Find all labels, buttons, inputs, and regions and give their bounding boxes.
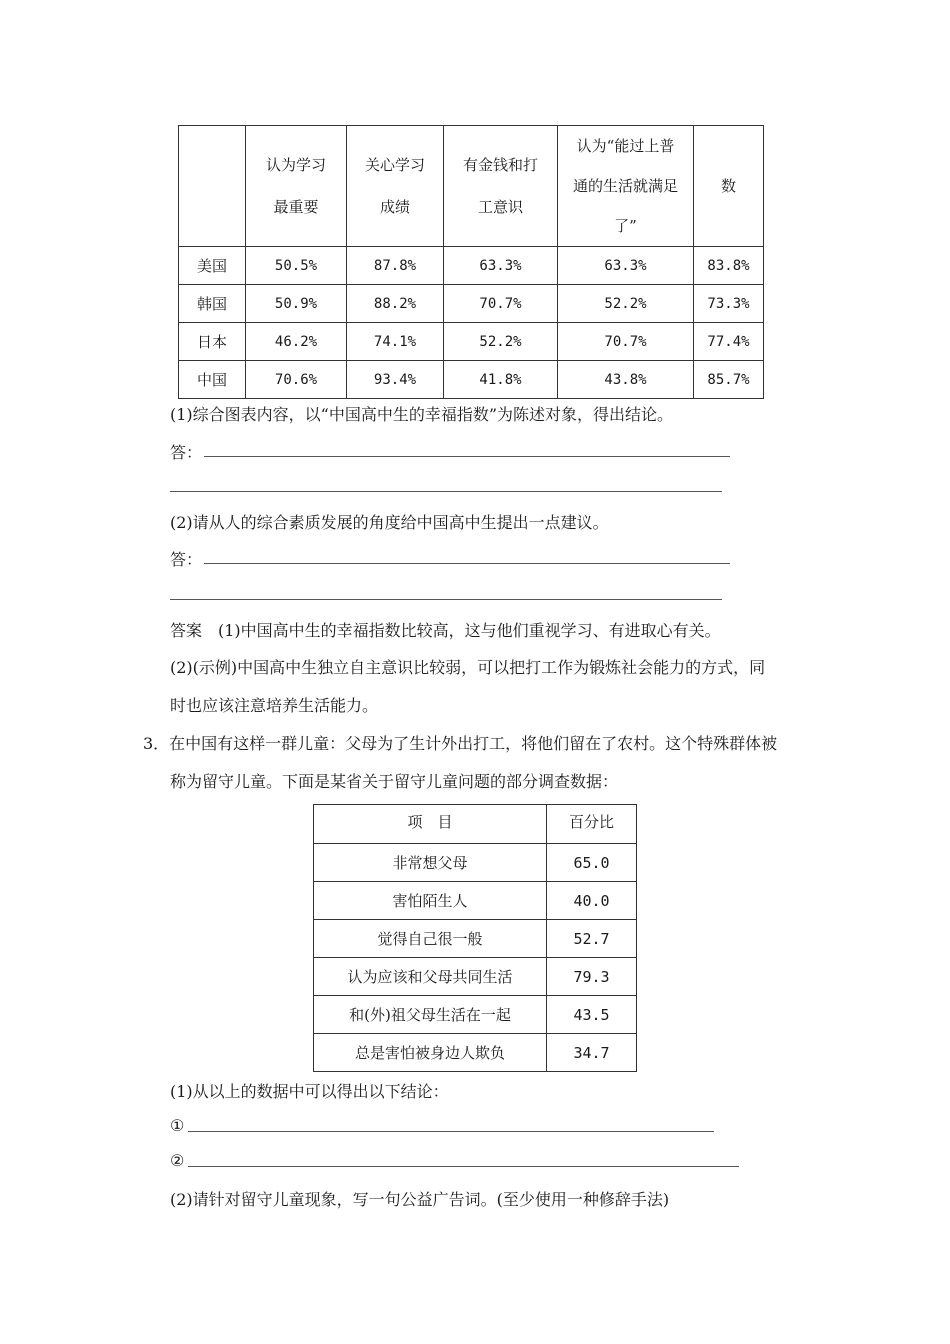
answer-line[interactable] xyxy=(170,491,722,492)
header-cell xyxy=(179,126,246,247)
header-cell xyxy=(694,126,764,247)
item-cell: 害怕陌生人 xyxy=(314,882,547,920)
answer-key-line: (2)(示例)中国高中生独立自主意识比较弱，可以把打工作为锻炼社会能力的方式，同 xyxy=(170,658,766,677)
country-cell: 美国 xyxy=(179,247,246,285)
header-cell: 百分比 xyxy=(547,805,637,844)
answer-label: 答： xyxy=(170,443,203,462)
circled-number-2: ② xyxy=(170,1151,185,1170)
header-cell xyxy=(558,126,694,247)
header-cell xyxy=(347,126,444,247)
value-cell: 93.4% xyxy=(347,361,444,399)
item-cell: 总是害怕被身边人欺负 xyxy=(314,1034,547,1072)
value-cell: 50.5% xyxy=(246,247,347,285)
question-2: (2)请从人的综合素质发展的角度给中国高中生提出一点建议。 xyxy=(170,513,609,532)
value-cell: 77.4% xyxy=(694,323,764,361)
value-cell: 70.6% xyxy=(246,361,347,399)
answer-line[interactable] xyxy=(204,563,730,564)
question-3-sub-1: (1)从以上的数据中可以得出以下结论： xyxy=(170,1082,449,1101)
header-text: 关心学习 成绩 xyxy=(364,156,425,216)
value-cell: 52.7 xyxy=(547,920,637,958)
header-text: 数 xyxy=(720,177,736,195)
question-3-sub-2: (2)请针对留守儿童现象，写一句公益广告词。(至少使用一种修辞手法) xyxy=(170,1190,670,1209)
table-header-row xyxy=(314,805,637,844)
item-cell: 认为应该和父母共同生活 xyxy=(314,958,547,996)
value-cell: 65.0 xyxy=(547,844,637,882)
country-cell: 日本 xyxy=(179,323,246,361)
item-cell: 觉得自己很一般 xyxy=(314,920,547,958)
country-cell: 中国 xyxy=(179,361,246,399)
left-behind-children-table xyxy=(313,804,637,1072)
value-cell: 41.8% xyxy=(444,361,558,399)
value-cell: 52.2% xyxy=(444,323,558,361)
answer-label: 答： xyxy=(170,550,203,569)
table-row xyxy=(179,323,764,361)
table-row xyxy=(179,361,764,399)
answer-key-line: 时也应该注意培养生活能力。 xyxy=(170,696,379,715)
value-cell: 88.2% xyxy=(347,285,444,323)
answer-line[interactable] xyxy=(188,1131,714,1132)
question-3-text: 3．在中国有这样一群儿童：父母为了生计外出打工，将他们留在了农村。这个特殊群体被 xyxy=(143,734,778,753)
table-row xyxy=(314,958,637,996)
value-cell: 83.8% xyxy=(694,247,764,285)
table-row xyxy=(314,882,637,920)
value-cell: 63.3% xyxy=(444,247,558,285)
question-1: (1)综合图表内容，以“中国高中生的幸福指数”为陈述对象，得出结论。 xyxy=(170,405,674,424)
value-cell: 46.2% xyxy=(246,323,347,361)
value-cell: 40.0 xyxy=(547,882,637,920)
answer-line[interactable] xyxy=(204,456,730,457)
header-cell xyxy=(246,126,347,247)
table-row xyxy=(314,920,637,958)
table-row xyxy=(314,844,637,882)
answer-line[interactable] xyxy=(188,1166,739,1167)
value-cell: 43.5 xyxy=(547,996,637,1034)
circled-number-1: ① xyxy=(170,1116,185,1135)
table-header-row xyxy=(179,126,764,247)
country-cell: 韩国 xyxy=(179,285,246,323)
header-cell: 项 目 xyxy=(314,805,547,844)
value-cell: 74.1% xyxy=(347,323,444,361)
table-row xyxy=(314,996,637,1034)
value-cell: 85.7% xyxy=(694,361,764,399)
header-cell xyxy=(444,126,558,247)
table-row xyxy=(179,247,764,285)
value-cell: 70.7% xyxy=(444,285,558,323)
header-text: 有金钱和打 工意识 xyxy=(462,156,538,216)
answer-key-line: 答案 (1)中国高中生的幸福指数比较高，这与他们重视学习、有进取心有关。 xyxy=(170,621,721,640)
value-cell: 87.8% xyxy=(347,247,444,285)
header-text: 认为“能过上普 通的生活就满足 了” xyxy=(572,137,678,235)
value-cell: 43.8% xyxy=(558,361,694,399)
table-row xyxy=(314,1034,637,1072)
item-cell: 和(外)祖父母生活在一起 xyxy=(314,996,547,1034)
question-3-text: 称为留守儿童。下面是某省关于留守儿童问题的部分调查数据： xyxy=(170,772,619,791)
table-row xyxy=(179,285,764,323)
value-cell: 34.7 xyxy=(547,1034,637,1072)
value-cell: 70.7% xyxy=(558,323,694,361)
header-text: 认为学习 最重要 xyxy=(265,156,326,216)
value-cell: 50.9% xyxy=(246,285,347,323)
survey-table xyxy=(178,125,764,399)
value-cell: 63.3% xyxy=(558,247,694,285)
value-cell: 52.2% xyxy=(558,285,694,323)
answer-line[interactable] xyxy=(170,599,722,600)
value-cell: 79.3 xyxy=(547,958,637,996)
value-cell: 73.3% xyxy=(694,285,764,323)
item-cell: 非常想父母 xyxy=(314,844,547,882)
